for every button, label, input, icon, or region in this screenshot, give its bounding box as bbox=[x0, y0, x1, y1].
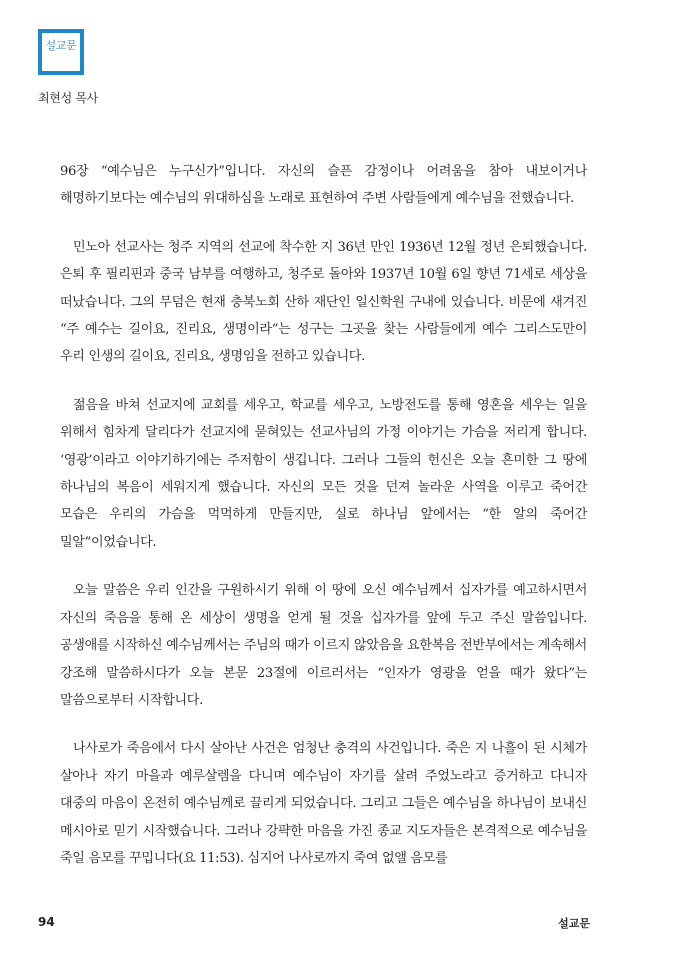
page-number: 94 bbox=[38, 915, 55, 929]
paragraph: 96장 “예수님은 누구신가”입니다. 자신의 슬픈 감정이나 어려움을 참아 내보이거나 해명하기보다는 예수님의 위대하심을 노래로 표현하여 주변 사람들에게 예수님을 전했습니다. bbox=[60, 164, 587, 207]
section-badge bbox=[38, 29, 84, 75]
paragraph: 나사로가 죽음에서 다시 살아난 사건은 엄청난 충격의 사건입니다. 죽은 지 나흘이 된 시체가 살아나 자기 마을과 예루살렘을 다니며 예수님이 자기를 살려 주었노라고 증거하고 다니자 대중의 마음이 온전히 예수님께로 끌리게 되었습니다. 그리고 그들은 예수님을 하나님이 보내신 메시아로 믿기 시작했습니다. 그러나 강퍅한 마음을 가진 종교 지도자들은 본격적으로 예수님을 죽일 음모를 꾸밉니다(요 11:53). 심지어 나사로까지 죽여 없앨 음모를 bbox=[60, 741, 587, 866]
sermon-body bbox=[60, 158, 587, 893]
paragraph: 민노아 선교사는 청주 지역의 선교에 착수한 지 36년 만인 1936년 12월 정년 은퇴했습니다. 은퇴 후 필리핀과 중국 남부를 여행하고, 청주로 돌아와 1937년 10월 6일 향년 71세로 세상을 떠났습니다. 그의 무덤은 현재 충북노회 산하 재단인 일신학원 구내에 있습니다. 비문에 새겨진 “주 예수는 길이요, 진리요, 생명이라”는 성구는 그곳을 찾는 사람들에게 예수 그리스도만이 우리 인생의 길이요, 진리요, 생명임을 전하고 있습니다. bbox=[60, 239, 587, 365]
section-badge-label: 설교문 bbox=[45, 39, 77, 52]
author-name: 최현성 목사 bbox=[38, 91, 98, 105]
paragraph: 젊음을 바쳐 선교지에 교회를 세우고, 학교를 세우고, 노방전도를 통해 영혼을 세우는 일을 위해서 힘차게 달리다가 선교지에 묻혀있는 선교사님의 가정 이야기는 가슴을 저리게 합니다. ‘영광’이라고 이야기하기에는 주저함이 생깁니다. 그러나 그들의 헌신은 오늘 흔미한 그 땅에 하나님의 복음이 세워지게 했습니다. 자신의 모든 것을 던져 놀라운 사역을 이루고 죽어간 모습은 우리의 가슴을 먹먹하게 만들지만, 실로 하나님 앞에서는 “한 알의 죽어간 밀알”이었습니다. bbox=[60, 397, 587, 550]
footer-section-label: 설교문 bbox=[558, 917, 590, 930]
paragraph: 오늘 말씀은 우리 인간을 구원하시기 위해 이 땅에 오신 예수님께서 십자가를 예고하시면서 자신의 죽음을 통해 온 세상이 생명을 얻게 될 것을 십자가를 앞에 두고 주신 말씀입니다. 공생애를 시작하신 예수님께서는 주님의 때가 이르지 않았음을 요한복음 전반부에서는 계속해서 강조해 말씀하시다가 오늘 본문 23절에 이르러서는 “인자가 영광을 얻을 때가 왔다”는 말씀으로부터 시작합니다. bbox=[60, 583, 587, 708]
